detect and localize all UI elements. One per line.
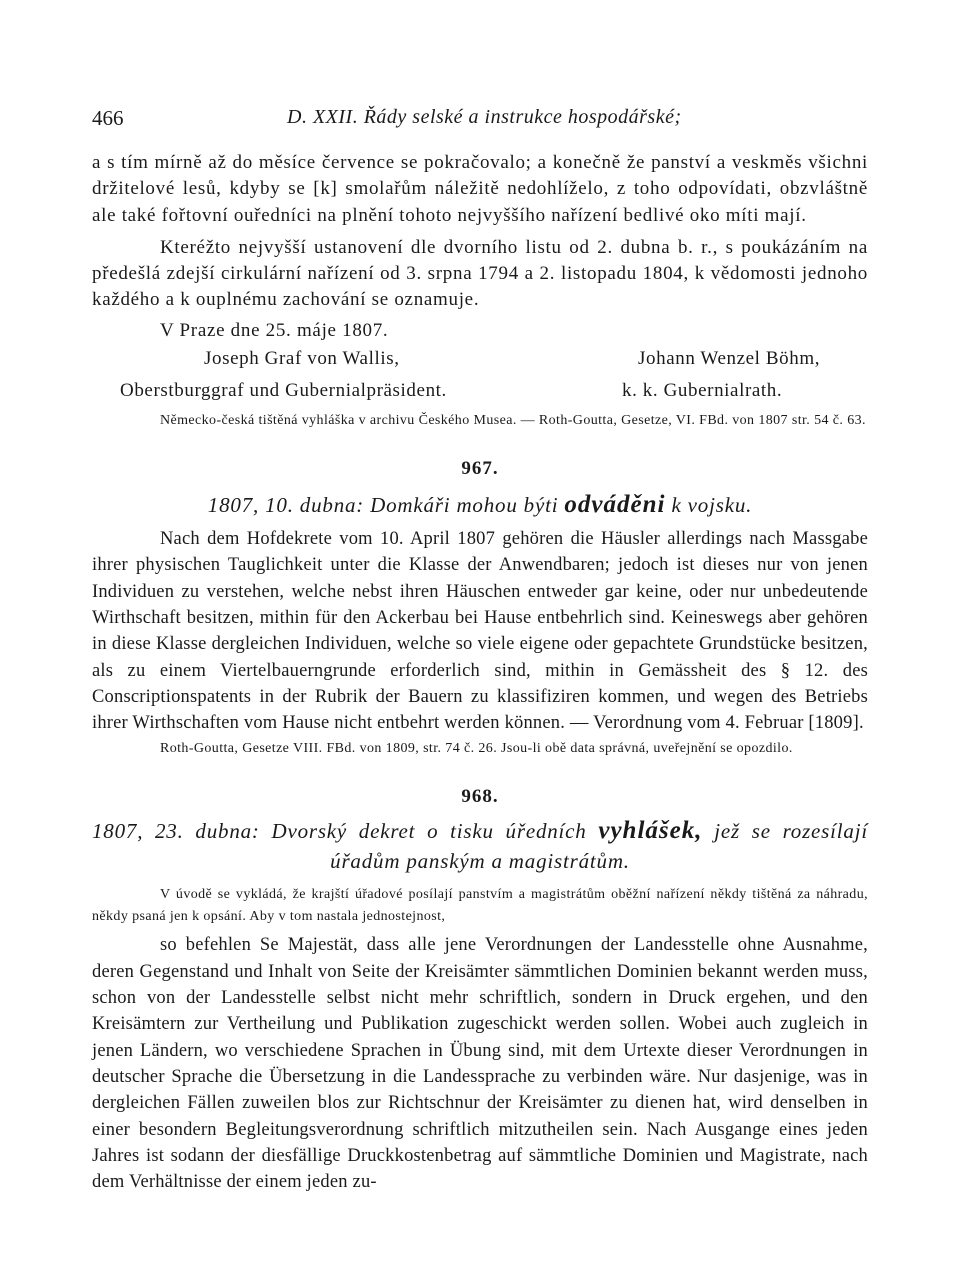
source-note: Roth-Goutta, Gesetze VIII. FBd. von 1809, str. 74 č. 26. Jsou-li obě data správná, uveřejnění se opozdilo. [160,741,793,757]
source-note: Německo-česká tištěná vyhláška v archivu Českého Musea. — Roth-Goutta, Gesetze, VI. FBd. von 1807 str. 54 č. 63. [160,413,866,429]
title-text-end: jež se rozesílají úřadům panským a magistrátům. [330,819,868,874]
title-keyword: odváděni [564,491,666,519]
document-title [92,816,868,876]
document-967 [92,458,868,760]
document-968 [92,786,868,1195]
document-text: so befehlen Se Majestät, dass alle jene Verordnungen der Landesstelle ohne Ausnahme, deren Gegenstand und Inhalt von Seite der Kreisämter sämmtlichen Dominien bekannt werden muss, schon von der Landesstelle selbst nicht mehr schriftlich, sondern in Druck ergehen, und den Kreisämtern zur Vertheilung und Publikation zugeschickt werden sollen. Wobei auch zugleich in jenen Ländern, wo verschiedene Sprachen in Übung sind, mit dem Urtexte dieser Verordnungen in deutscher Sprache die Übersetzung in die Landessprache zu verbinden wäre. Nur dasjenige, was in dergleichen Fällen zuweilen blos zur Richtschnur der Kreisämter zu dienen hat, wird denselben in einer besondern Begleitungsverordnung schriftlich mitzutheilen sein. Nach Ausgange eines jeden Jahres ist sodann der diesfällige Druckkostenbetrag auf sämmtliche Dominien und Magistrate, nach dem Verhältnisse der einem jeden zu- [92,935,868,1193]
page-body [92,150,868,1195]
signature-left-name: Joseph Graf von Wallis, [204,348,400,370]
title-text: 1807, 10. dubna: Domkáři mohou býti [207,493,565,518]
title-keyword: vyhlášek, [598,817,703,845]
signature-right-name: Johann Wenzel Böhm, [638,348,821,370]
document-title [92,490,868,520]
document-intro: V úvodě se vykládá, že krajští úřadové posílají panstvím a magistrátům oběžní nařízení někdy tištěná za náhradu, někdy psaná jen k opsání. Aby v tom nastala jednostejnost, [92,887,868,925]
page-number: 466 [92,106,124,130]
signature-left-title: Oberstburggraf und Gubernialpräsident. [120,380,447,402]
signature-names-row [92,344,868,376]
page-header [92,106,882,136]
document-number: 967. [461,458,499,480]
title-text: 1807, 23. dubna: Dvorský dekret o tisku úředních [92,819,599,844]
paragraph-continuation: a s tím mírně až do měsíce července se pokračovalo; a konečně že panství a veskměs všichni držitelové lesů, kdyby se [k] smolařům náležitě nedohlíželo, z toho odpovídati, obzvláštně ale také fořtovní ouředníci na plnění tohoto nejvyššího nařízení bedlivé oko míti mají. [92,152,868,226]
date-line: V Praze dne 25. máje 1807. [160,319,389,341]
signature-titles-row [92,376,868,408]
running-head: D. XXII. Řády selské a instrukce hospodářské; [287,106,682,128]
document-number: 968. [461,786,499,808]
document-text: Nach dem Hofdekrete vom 10. April 1807 gehören die Häusler allerdings nach Massgabe ihrer physischen Tauglichkeit unter die Klasse der Anwendbaren; jedoch ist dieses nur von jenen Individuen zu verstehen, welche nebst ihren Häuschen entweder gar keine, oder nur unbedeutende Wirthschaft besitzen, mithin für den Ackerbau bei Hause entbehrlich sind. Keineswegs aber gehören in diese Klasse dergleichen Individuen, welche so viele eigene oder gepachtete Grundstücke besitzen, als zu einem Viertelbauerngrunde erforderlich sind, mithin in Gemässheit des § 12. des Conscriptionspatents in der Rubrik der Bauern zu klassifiziren kommen, und wegen des Betriebs ihrer Wirthschaften vom Hause nicht entbehrt werden können. — Verordnung vom 4. Februar [1809]. [92,529,868,734]
signature-right-title: k. k. Gubernialrath. [622,380,783,402]
paragraph-announcement: Kteréžto nejvyšší ustanovení dle dvorního listu od 2. dubna b. r., s poukázáním na předešlá zdejší cirkulární nařízení od 3. srpna 1794 a 2. listopadu 1804, k vědomosti jednoho každého a k ouplnému zachování se oznamuje. [92,236,868,311]
title-text-end: k vojsku. [665,493,753,518]
